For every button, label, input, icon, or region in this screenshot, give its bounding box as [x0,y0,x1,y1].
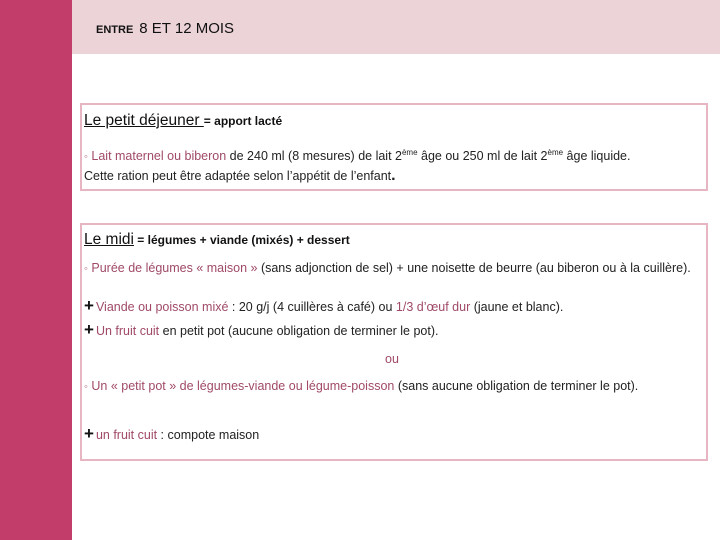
plus-icon: + [84,320,94,339]
breakfast-heading-text: Le petit déjeuner [84,112,204,129]
breakfast-milk: Lait maternel ou biberon [91,149,227,163]
midi-compote [84,425,700,444]
breakfast-text-d: âge liquide. [563,149,631,163]
plus-icon: + [84,296,94,315]
midi-heading [84,231,350,249]
midi-viande-label: Viande ou poisson mixé [95,300,229,314]
midi-petit-pot-text: (sans aucune obligation de terminer le pot). [394,379,639,393]
midi-puree [84,260,700,278]
breakfast-line-1 [84,148,704,166]
page-title [96,20,234,37]
sup-2: ème [547,147,564,157]
bullet-icon: ◦ [84,381,88,393]
breakfast-line-2-text: Cette ration peut être adaptée selon l’appétit de l’enfant [84,169,392,183]
midi-fruit [84,321,700,340]
midi-viande-text: : 20 g/j (4 cuillères à café) ou [228,300,396,314]
midi-puree-text: (sans adjonction de sel) + une noisette de beurre (au biberon ou à la cuillère). [257,261,691,275]
midi-petit-pot [84,378,696,396]
sup-1: ème [401,147,418,157]
midi-or: ou [385,352,399,366]
left-accent-bar [0,0,72,540]
title-prefix: ENTRE [96,24,134,36]
breakfast-heading [84,112,282,130]
breakfast-line-2-end: . [391,167,396,184]
midi-fruit-label: Un fruit cuit [95,324,160,338]
breakfast-line-2 [84,167,704,185]
midi-heading-suffix: = légumes + viande (mixés) + dessert [133,233,350,247]
title-text: 8 ET 12 MOIS [139,20,235,37]
breakfast-heading-suffix: = apport lacté [203,114,283,128]
bullet-icon: ◦ [84,263,88,275]
breakfast-text-c: âge ou 250 ml de lait 2 [417,149,548,163]
bullet-icon: ◦ [84,151,88,163]
midi-viande [84,297,700,316]
midi-compote-label: un fruit cuit [95,428,158,442]
midi-petit-pot-label: Un « petit pot » de légumes-viande ou légume-poisson [91,379,395,393]
midi-compote-text: : compote maison [157,428,260,442]
midi-fruit-text: en petit pot (aucune obligation de terminer le pot). [159,324,439,338]
midi-heading-text: Le midi [84,231,134,248]
midi-oeuf: 1/3 d’œuf dur [395,300,471,314]
midi-puree-label: Purée de légumes « maison » [91,261,258,275]
midi-oeuf-text: (jaune et blanc). [470,300,564,314]
plus-icon: + [84,424,94,443]
breakfast-text-b: de 240 ml (8 mesures) de lait 2 [226,149,402,163]
